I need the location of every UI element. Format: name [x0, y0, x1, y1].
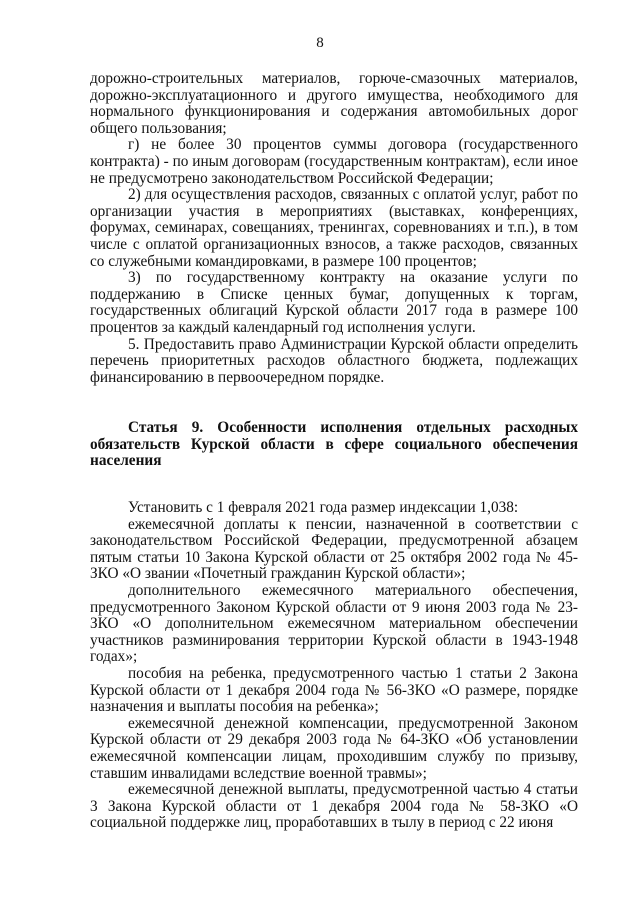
- paragraph: ежемесячной денежной компенсации, предусмотренной Законом Курской области от 29 декабря 2003 года № 64-ЗКО «Об установлении ежемесячной компенсации лицам, проходившим службу по призыву, ставшим инвалидами вследствие военной травмы»;: [90, 714, 578, 782]
- page-number: 8: [316, 35, 324, 51]
- paragraph: дополнительного ежемесячного материального обеспечения, предусмотренного Законом Курской области от 9 июня 2003 года № 23-ЗКО «О дополнительном ежемесячном материальном обеспечении участников разминирования территории Курской области в 1943-1948 годах»;: [90, 582, 578, 666]
- paragraph: Установить с 1 февраля 2021 года размер индексации 1,038:: [128, 499, 519, 517]
- paragraph: ежемесячной доплаты к пенсии, назначенной в соответствии с законодательством Российской Федерации, предусмотренной абзацем пятым статьи 10 Закона Курской области от 25 октября 2002 года № 45-ЗКО «О звании «Почетный гражданин Курской области»;: [90, 515, 578, 583]
- paragraph: 2) для осуществления расходов, связанных с оплатой услуг, работ по организации участия в мероприятиях (выставках, конференциях, форумах, семинарах, совещаниях, тренингах, соревнованиях и т.п.), в том числе с оплатой организационных взносов, а также расходов, связанных со служебными командировками, в размере 100 процентов;: [90, 186, 578, 270]
- paragraph: пособия на ребенка, предусмотренного частью 1 статьи 2 Закона Курской области от 1 декабря 2004 года № 56-ЗКО «О размере, порядке назначения и выплаты пособия на ребенка»;: [90, 665, 578, 716]
- paragraph: 5. Предоставить право Администрации Курской области определить перечень приоритетных расходов областного бюджета, подлежащих финансированию в первоочередном порядке.: [90, 335, 578, 386]
- paragraph: г) не более 30 процентов суммы договора (государственного контракта) - по иным договорам (государственным контрактам), если иное не предусмотрено законодательством Российской Федерации;: [90, 136, 578, 187]
- article-heading: Статья 9. Особенности исполнения отдельных расходных обязательств Курской области в сфере социального обеспечения населения: [90, 419, 578, 470]
- paragraph: 3) по государственному контракту на оказание услуги по поддержанию в Списке ценных бумаг, допущенных к торгам, государственных облигаций Курской области 2017 года в размере 100 процентов за каждый календарный год исполнения услуги.: [90, 269, 578, 336]
- document-body: [90, 71, 578, 832]
- paragraph: ежемесячной денежной выплаты, предусмотренной частью 4 статьи 3 Закона Курской области от 1 декабря 2004 года № 58-ЗКО «О социальной поддержке лиц, проработавших в тылу в период с 22 июня: [90, 781, 578, 832]
- paragraph: дорожно-строительных материалов, горюче-смазочных материалов, дорожно-эксплуатационного и другого имущества, необходимого для нормального функционирования и содержания автомобильных дорог общего пользования;: [90, 70, 578, 137]
